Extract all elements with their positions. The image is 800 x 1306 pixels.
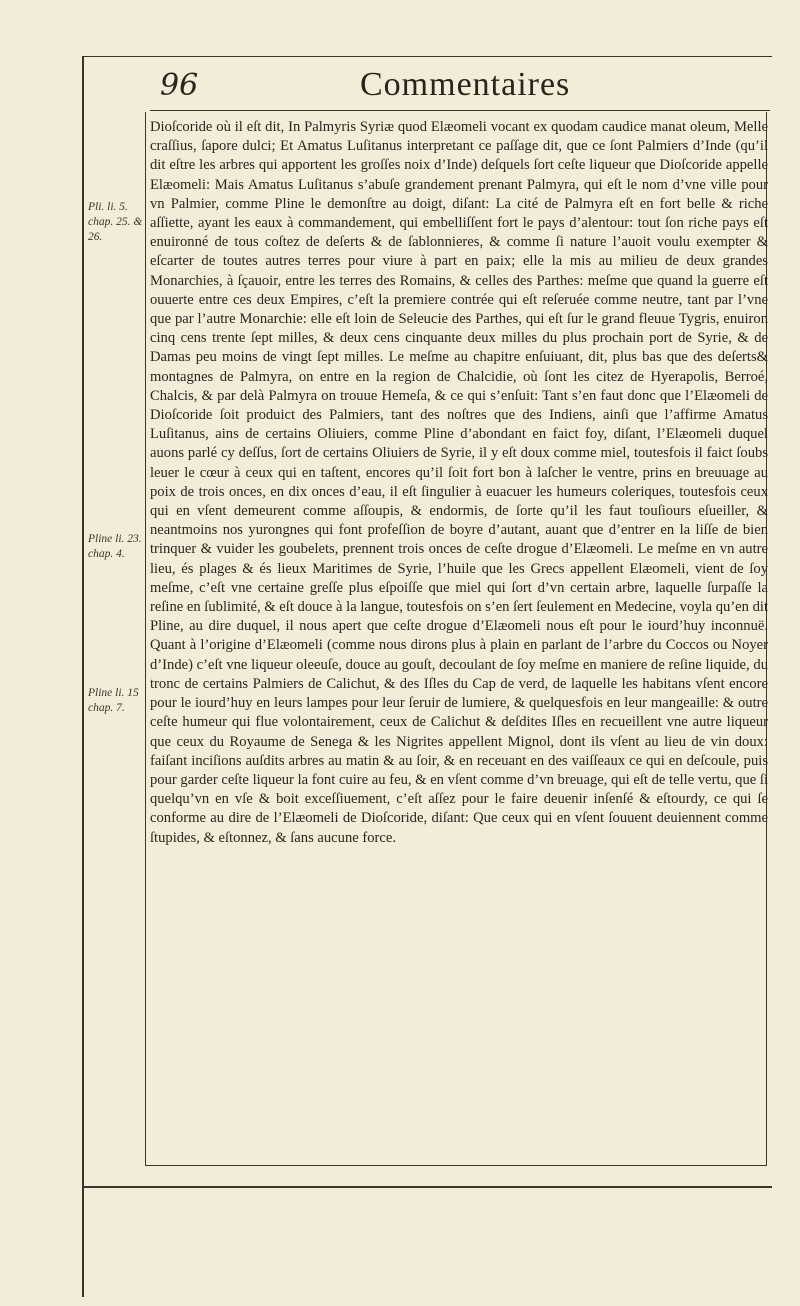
- body-text: [150, 118, 768, 848]
- header-rule: [150, 110, 770, 111]
- margin-note-pliny-5: Pli. li. 5. chap. 25. & 26.: [88, 201, 143, 243]
- margin-note-pliny-15: Pline li. 15 chap. 7.: [88, 687, 139, 714]
- page-number: 96: [160, 68, 199, 103]
- running-head: Commentaires: [360, 66, 571, 103]
- bottom-rule: [82, 1186, 772, 1188]
- body-paragraph: Dioſcoride où il eſt dit, In Palmyris Syriæ quod Elæomeli vocant ex quodam caudice manat oleum, Melle craſſius, ſapore dulci; Et Amatus Luſitanus interpretant ce paſſage dit, que ce ſont Palmiers d’Inde (qu’il dit eſtre les arbres qui apportent les groſſes noix d’Inde) deſquels ſort ceſte liqueur que Dioſcoride appelle Elæomeli: Mais Amatus Luſitanus s’abuſe grandement prenant Palmyra, qui eſt le nom d’vne ville pour vn Palmier, comme Pline le demonſtre au doigt, diſant: La cité de Palmyra eſt en fort belle & riche aſſiette, ayant les eaux à commandement, qui embelliſſent fort le pays d’alentour: tout ſon riche pays eſt enuironné de tous coſtez de deſerts & de ſablonnieres, & comme ſi nature l’auoit voulu exempter & eſcarter de toutes autres terres pour viure à part en paix; elle la mis au milieu de deux grandes Monarchies, à ſçauoir, entre les terres des Romains, & celles des Parthes: meſme que quand la guerre eſt ouuerte entre ces deux Empires, c’eſt la premiere contrée qui eſt reſeruée comme neutre, tant par l’vne que par l’autre Monarchie: elle eſt loin de Seleucie des Parthes, qui eſt ſur le grand fleuue Tygris, enuiron cinq cens trente ſept milles, & deux cens cinquante deux milles du plus prochain port de Syrie, & de Damas peu moins de vingt ſept milles. Le meſme au chapitre enſuiuant, dit, plus bas que des deſerts& montagnes de Palmyra, on entre en la region de Chalcidie, où ſont les citez de Hyerapolis, Berroé, Chalcis, & par delà Palmyra on trouue Hemeſa, & ce qui s’enſuit: Tant s’en faut donc que l’Elæomeli de Dioſcoride ſoit produict des Palmiers, tant des noſtres que des Indiens, ainſi que l’affirme Amatus Luſitanus, ains de certains Oliuiers, comme Pline d’abondant en faict foy, diſant, l’Elæomeli duquel auons parlé cy deſſus, ſort de certains Oliuiers de Syrie, il y eſt doux comme miel, toutesfois il faict ſoubs leuer le cœur à ceux qui en taſtent, encores qu’il ſoit fort bon à laſcher le ventre, prins en breuuage au poix de trois onces, en dix onces d’eau, il eſt ſingulier à euacuer les humeurs coleriques, toutesfois ceux qui en vſent demeurent comme aſſoupis, & endormis, de ſorte qu’il les faut touſiours eſueiller, & neantmoins nos yurongnes qui font profeſſion de boyre d’autant, auant que d’entrer en la liſſe de bien trinquer & vuider les goubelets, prennent trois onces de ceſte drogue d’Elæomeli. Le meſme en vn autre lieu, és plages & és lieux Maritimes de Syrie, l’huile que les Grecs appellent Elæomeli, vient de ſoy meſme, c’eſt vne certaine greſſe plus eſpoiſſe que miel qui ſort d’vn certain arbre, laquelle ſurpaſſe la reſine en ſublimité, & eſt douce à la langue, toutesfois on s’en ſert ſeulement en Medecine, voyla qu’en dit Pline, au dire duquel, il nous apert que ceſte drogue d’Elæomeli nous eſt pour le iourd’huy inconnuë. Quant à l’origine d’Elæomeli (comme nous dirons plus à plain en parlant de l’arbre du Coccos ou Noyer d’Inde) c’eſt vne liqueur oleeuſe, douce au gouſt, decoulant de ſoy meſme en maniere de reſine liquide, du tronc de certains Palmiers de Calichut, & des Iſles du Cap de verd, de laquelle les habitans vſent encore pour le iourd’huy en leurs lampes pour leur ſeruir de lumiere, & quelquesfois en leur mangeaille: & outre ceſte humeur qui flue volontairement, ceux de Calichut & deſdites Iſles en recueillent vne autre liqueur que ceux du Royaume de Senega & les Nigrites appellent Mignol, dont ils vſent au lieu de vin doux: faiſant inciſions auſdits arbres au matin & au ſoir, & en receuant en des vaiſſeaux ce qui en deſcoule, puis pour garder ceſte liqueur la font cuire au feu, & en vſent comme d’vn breuage, qui eſt de telle vertu, que ſi quelqu’vn en vſe & boit exceſſiuement, c’eſt aſſez pour le faire deuenir inſenſé & eſtourdy, ce qui ſe conforme au dire de l’Elæomeli de Dioſcoride, diſant: Que ceux qui en vſent ſouuent deuiennent comme ſtupides, & eſtonnez, & ſans aucune force.: [150, 119, 769, 846]
- margin-note-pliny-23: Pline li. 23. chap. 4.: [88, 533, 142, 560]
